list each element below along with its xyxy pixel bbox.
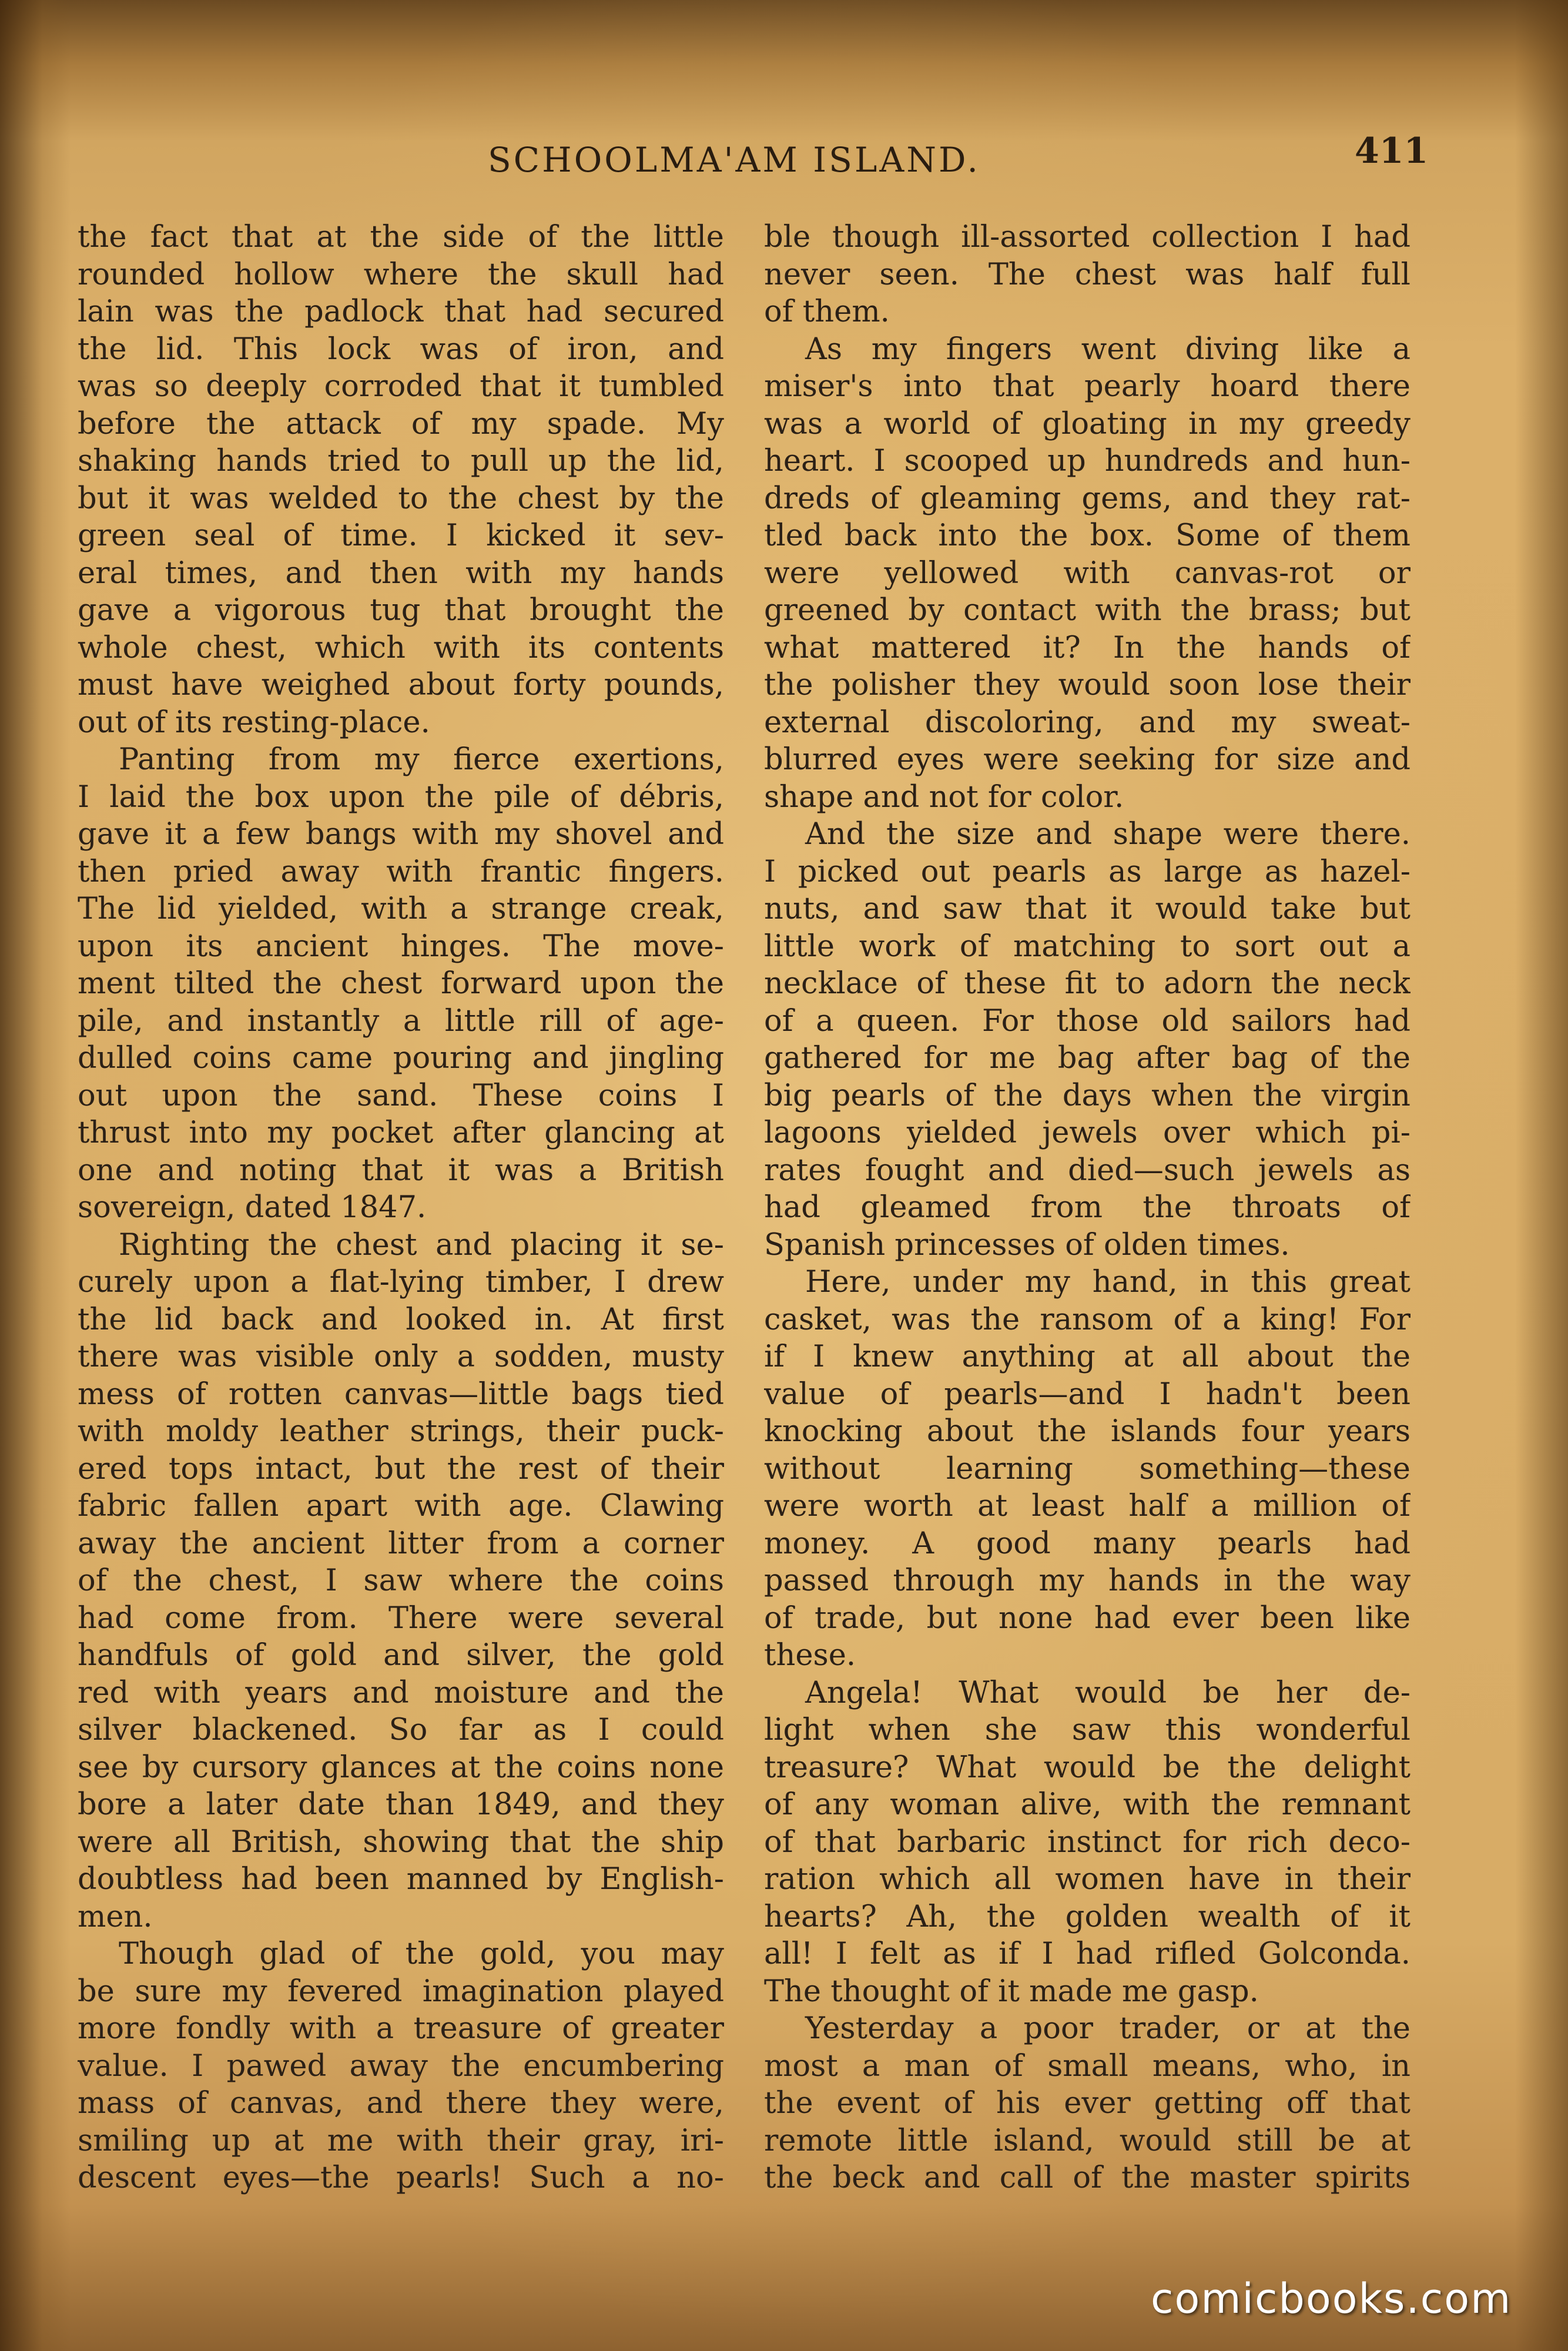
text-line: the fact that at the side of the little [78,220,724,254]
text-line: gathered for me bag after bag of the [764,1041,1410,1076]
text-line: these. [764,1638,856,1673]
text-line: gave it a few bangs with my shovel and [78,817,724,852]
text-line: Righting the chest and placing it se- [119,1227,724,1262]
text-line: there was visible only a sodden, musty [78,1339,724,1374]
text-line: of any woman alive, with the remnant [764,1787,1410,1822]
text-line: men. [78,1899,153,1934]
page-number: 411 [1355,130,1429,172]
text-line: rounded hollow where the skull had [78,257,724,292]
text-line: Spanish princesses of olden times. [764,1227,1290,1262]
text-line: what mattered it? In the hands of [764,630,1410,665]
text-line: handfuls of gold and silver, the gold [78,1638,724,1673]
text-line: shaking hands tried to pull up the lid, [78,444,724,478]
text-line: curely upon a flat-lying timber, I drew [78,1265,724,1300]
text-line: mass of canvas, and there they were, [78,2086,724,2121]
text-line: before the attack of my spade. My [78,406,724,441]
text-line: knocking about the islands four years [764,1414,1410,1449]
text-line: nuts, and saw that it would take but [764,892,1410,926]
text-line: more fondly with a treasure of greater [78,2011,724,2046]
text-line: were worth at least half a million of [764,1489,1410,1523]
text-line: hearts? Ah, the golden wealth of it [764,1899,1410,1934]
text-line: mess of rotten canvas—little bags tied [78,1377,724,1412]
text-line: tled back into the box. Some of them [764,518,1410,553]
text-line: little work of matching to sort out a [764,929,1410,964]
text-line: the lid back and looked in. At first [78,1302,724,1337]
text-line: heart. I scooped up hundreds and hun- [764,444,1410,478]
text-line: remote little island, would still be at [764,2123,1410,2158]
text-line: Though glad of the gold, you may [119,1937,724,1971]
text-line: all! I felt as if I had rifled Golconda. [764,1937,1410,1971]
text-line: And the size and shape were there. [805,817,1410,852]
text-line: if I knew anything at all about the [764,1339,1410,1374]
text-line: be sure my fevered imagination played [78,1974,724,2009]
text-line: lagoons yielded jewels over which pi- [764,1116,1410,1150]
text-line: was so deeply corroded that it tumbled [78,369,724,404]
text-line: As my fingers went diving like a [805,331,1410,367]
text-line: but it was welded to the chest by the [78,481,724,516]
text-line: dulled coins came pouring and jingling [78,1041,724,1076]
left-text-column [78,219,724,2197]
text-line: the lid. This lock was of iron, and [78,331,724,367]
text-line: pile, and instantly a little rill of age- [78,1003,724,1039]
text-line: ble though ill-assorted collection I had [764,220,1410,254]
text-line: bore a later date than 1849, and they [78,1787,724,1822]
text-line: I picked out pearls as large as hazel- [764,854,1410,889]
text-line: silver blackened. So far as I could [78,1713,724,1747]
text-line: of them. [764,294,890,329]
text-line: Angela! What would be her de- [805,1675,1410,1710]
text-line: eral times, and then with my hands [78,555,724,591]
text-line: was a world of gloating in my greedy [764,406,1410,441]
text-line: never seen. The chest was half full [764,257,1410,292]
text-line: were yellowed with canvas-rot or [764,555,1410,591]
text-line: Panting from my fierce exertions, [119,742,724,777]
text-line: shape and not for color. [764,779,1124,815]
text-line: rates fought and died—such jewels as [764,1153,1410,1188]
text-line: ered tops intact, but the rest of their [78,1451,724,1486]
text-line: out of its resting-place. [78,705,430,740]
text-line: blurred eyes were seeking for size and [764,742,1410,777]
right-text-column [764,219,1410,2197]
text-line: most a man of small means, who, in [764,2048,1410,2084]
text-line: passed through my hands in the way [764,1563,1410,1598]
text-line: out upon the sand. These coins I [78,1078,724,1113]
text-line: Yesterday a poor trader, or at the [805,2011,1410,2046]
text-line: see by cursory glances at the coins none [78,1750,724,1785]
text-line: the beck and call of the master spirits [764,2161,1410,2195]
text-line: The thought of it made me gasp. [764,1974,1259,2009]
text-line: gave a vigorous tug that brought the [78,593,724,628]
text-line: external discoloring, and my sweat- [764,705,1410,740]
text-line: necklace of these fit to adorn the neck [764,966,1410,1001]
text-line: value of pearls—and I hadn't been [764,1377,1410,1412]
text-line: with moldy leather strings, their puck- [78,1414,724,1449]
text-line: doubtless had been manned by English- [78,1862,724,1897]
text-line: Here, under my hand, in this great [805,1265,1410,1300]
text-line: must have weighed about forty pounds, [78,668,724,702]
text-line: smiling up at me with their gray, iri- [78,2123,724,2158]
text-line: I laid the box upon the pile of débris, [78,779,724,815]
text-line: big pearls of the days when the virgin [764,1078,1410,1113]
text-line: away the ancient litter from a corner [78,1526,724,1561]
text-line: fabric fallen apart with age. Clawing [78,1489,724,1523]
text-line: ration which all women have in their [764,1862,1410,1897]
text-line: of a queen. For those old sailors had [764,1003,1410,1039]
text-line: ment tilted the chest forward upon the [78,966,724,1001]
text-line: had come from. There were several [78,1600,724,1636]
text-line: of trade, but none had ever been like [764,1600,1410,1636]
text-line: thrust into my pocket after glancing at [78,1116,724,1150]
text-line: casket, was the ransom of a king! For [764,1302,1410,1337]
text-line: whole chest, which with its contents [78,630,724,665]
text-line: the polisher they would soon lose their [764,668,1410,702]
running-header-title: SCHOOLMA'AM ISLAND. [488,140,980,180]
text-line: money. A good many pearls had [764,1526,1410,1561]
text-line: miser's into that pearly hoard there [764,369,1410,404]
text-line: lain was the padlock that had secured [78,294,724,329]
text-line: the event of his ever getting off that [764,2086,1410,2121]
text-line: one and noting that it was a British [78,1153,724,1188]
site-watermark: comicbooks.com [1151,2275,1512,2323]
text-line: had gleamed from the throats of [764,1190,1410,1225]
text-line: red with years and moisture and the [78,1675,724,1710]
text-line: The lid yielded, with a strange creak, [78,892,724,926]
text-line: descent eyes—the pearls! Such a no- [78,2161,724,2195]
text-line: sovereign, dated 1847. [78,1190,427,1225]
text-line: then pried away with frantic fingers. [78,854,724,889]
text-line: greened by contact with the brass; but [764,593,1410,628]
text-line: of the chest, I saw where the coins [78,1563,724,1598]
text-line: dreds of gleaming gems, and they rat- [764,481,1410,516]
text-line: light when she saw this wonderful [764,1713,1410,1747]
text-line: treasure? What would be the delight [764,1750,1410,1785]
text-line: green seal of time. I kicked it sev- [78,518,724,553]
text-line: without learning something—these [764,1451,1410,1486]
text-line: upon its ancient hinges. The move- [78,929,724,964]
text-line: were all British, showing that the ship [78,1824,724,1860]
text-line: value. I pawed away the encumbering [78,2048,724,2084]
text-line: of that barbaric instinct for rich deco- [764,1824,1410,1860]
